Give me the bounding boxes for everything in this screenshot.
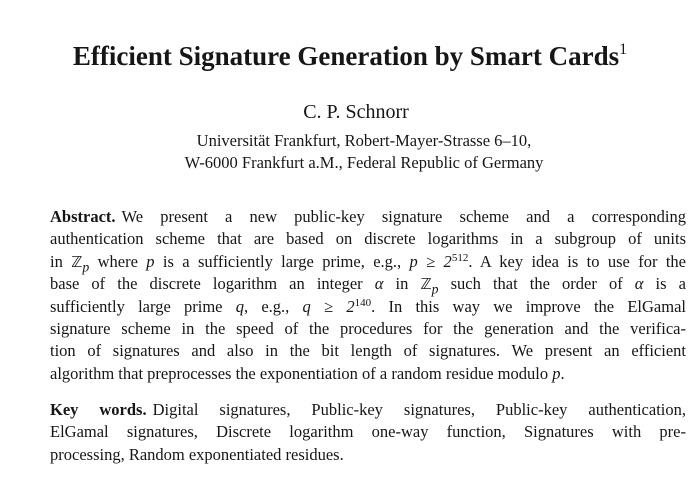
- keywords-line: processing, Random exponentiated residues.: [50, 444, 344, 464]
- abstract-line: Abstract. We present a new public-key signature scheme and a corresponding: [50, 207, 686, 226]
- affiliation-line-2: W-6000 Frankfurt a.M., Federal Republic of Germany: [184, 153, 544, 172]
- author-name: C. P. Schnorr: [303, 101, 409, 123]
- abstract-line: signature scheme in the speed of the procedures for the generation and the verifica-: [50, 318, 686, 338]
- paper-title: [0, 40, 700, 72]
- abstract-line: tion of signatures and also in the bit length of signatures. We present an efficient: [50, 341, 686, 361]
- abstract-line: base of the discrete logarithm an integer α in ℤ$_p$ such that the order of α is a: [50, 274, 686, 297]
- keywords-line: ElGamal signatures, Discrete logarithm one-way function, Signatures with pre-: [50, 422, 686, 442]
- integers-mod-p-symbol: ℤ: [71, 252, 83, 271]
- abstract-label: Abstract.: [50, 207, 116, 226]
- abstract-line: sufficiently large prime q, e.g., $q \ge 2^{140}$. In this way we improve the ElGamal: [50, 296, 686, 316]
- keywords-label: Key words.: [50, 400, 147, 419]
- abstract-line: in ℤ$_p$ where p is a sufficiently large prime, e.g., $p \ge 2^{512}$. A key idea is to use for the: [50, 251, 686, 275]
- title-footnote-mark: 1: [619, 41, 628, 58]
- keywords-line: Key words. Digital signatures, Public-key signatures, Public-key authentication,: [50, 400, 686, 419]
- abstract-line: algorithm that preprocesses the exponentiation of a random residue modulo p.: [50, 363, 565, 383]
- title-text: Efficient Signature Generation by Smart Cards: [72, 41, 620, 71]
- keywords: [50, 399, 686, 466]
- abstract-line: authentication scheme that are based on discrete logarithms in a subgroup of units: [50, 229, 686, 249]
- affiliation-line-1: Universität Frankfurt, Robert-Mayer-Strasse 6–10,: [196, 131, 532, 150]
- integers-mod-p-symbol: ℤ: [420, 275, 432, 294]
- abstract: [50, 206, 686, 385]
